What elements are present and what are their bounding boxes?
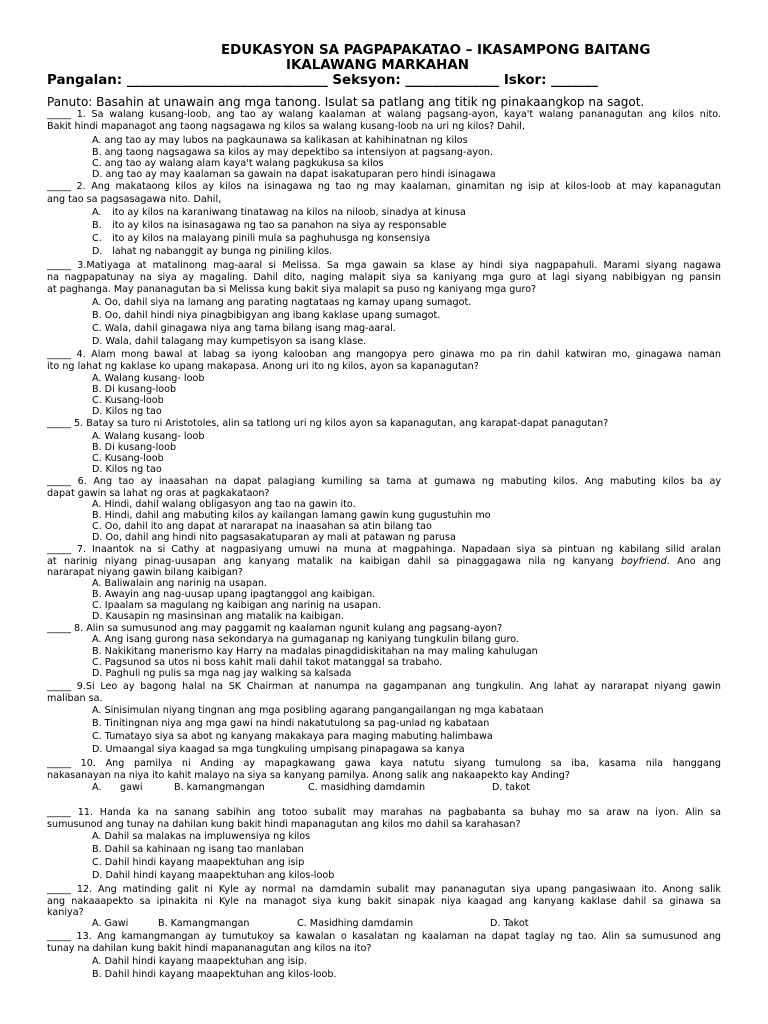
- question-1-stem-line: _____ 1. Sa walang kusang-loob, ang tao ay walang kaalaman at walang pagsang-ayon, kaya't walang pananagutan ang kilos nito.: [47, 109, 721, 120]
- question-9-choice-c: C. Tumatayo siya sa abot ng kanyang makakaya para maging mabuting halimbawa: [92, 731, 493, 742]
- question-12-stem-line: kaniya?: [47, 907, 84, 918]
- question-12-stem-line: ang nakaaapekto sa ipinakita ni Kyle na managot siya kung bakit sinapak niya kaagad ang kanyang kaklase dahil sa ginawa sa: [47, 896, 721, 907]
- question-4-choice-b: B. Di kusang-loob: [92, 384, 177, 395]
- exam-title: EDUKASYON SA PAGPAPAKATAO – IKASAMPONG BAITANG: [221, 43, 651, 58]
- question-4-choice-d: D. Kilos ng tao: [92, 406, 162, 417]
- question-10-stem-line: _____ 10. Ang pamilya ni Anding ay mapagkawang gawa kaya natutu siyang tumulong sa iba, kasama nila hanggang: [47, 758, 721, 769]
- question-12-choice-b: B. Kamangmangan: [158, 918, 250, 929]
- stem-italic-word: boyfriend: [620, 556, 667, 567]
- question-2-choice-c: [92, 233, 430, 245]
- question-3-choice-d: D. Wala, dahil talagang may kumpetisyon sa isang klase.: [92, 336, 367, 347]
- student-info-line: Pangalan: ______________________________ Seksyon: ______________ Iskor: _______: [47, 73, 599, 88]
- choice-mark: D.: [92, 246, 103, 257]
- question-5-stem-line: _____ 5. Batay sa turo ni Aristotoles, alin sa tatlong uri ng kilos ayon sa kapanagutan, ang karapat-dapat panagutan?: [47, 418, 609, 429]
- choice-text: lahat ng nabanggit ay bunga ng piniling kilos.: [112, 246, 333, 257]
- question-10-stem-line: nakasanayan na niya ito kahit malayo na siya sa kanyang pamilya. Anong salik ang nakaapekto kay Anding?: [47, 770, 570, 781]
- question-12-choice-c: C. Masidhing damdamin: [297, 918, 414, 929]
- question-4-choice-a: A. Walang kusang- loob: [92, 373, 205, 384]
- question-1-choice-c: C. ang tao ay walang alam kaya't walang pagkukusa sa kilos: [92, 158, 384, 169]
- choice-text: ito ay kilos na malayang pinili mula sa paghuhusga ng konsensiya: [112, 233, 431, 244]
- question-11-choice-b: B. Dahil sa kahinaan ng isang tao manlaban: [92, 844, 304, 855]
- question-6-choice-b: B. Hindi, dahil ang mabuting kilos ay kailangan lamang gawin kung gugustuhin mo: [92, 510, 491, 521]
- question-11-choice-c: C. Dahil hindi kayang maapektuhan ang isip: [92, 857, 305, 868]
- question-7-choice-a: A. Baliwalain ang narinig na usapan.: [92, 578, 267, 589]
- question-8-choice-d: D. Paghuli ng pulis sa mga nag jay walking sa kalsada: [92, 668, 352, 679]
- choice-mark: B.: [92, 220, 102, 231]
- question-1-choice-d: D. ang tao ay may kaalaman sa gawain na dapat isakatuparan pero hindi isinagawa: [92, 169, 496, 180]
- question-2-choice-b: [92, 220, 447, 232]
- question-7-choice-c: C. Ipaalam sa magulang ng kaibigan ang narinig na usapan.: [92, 600, 382, 611]
- choice-mark: A.: [92, 207, 102, 218]
- question-8-stem-line: _____ 8. Alin sa sumusunod ang may paggamit ng kaalaman ngunit kulang ang pagsang-ayon?: [47, 623, 503, 634]
- question-12-choices: [0, 918, 768, 930]
- choice-text: ito ay kilos na karaniwang tinatawag na kilos na niloob, sinadya at kinusa: [112, 207, 466, 218]
- question-9-choice-b: B. Tinitingnan niya ang mga gawi na hindi nakatutulong sa pag-unlad ng kabataan: [92, 718, 490, 729]
- choice-text: ito ay kilos na isinasagawa ng tao sa panahon na siya ay responsable: [112, 220, 447, 231]
- question-10-choice-c: C. masidhing damdamin: [308, 782, 426, 793]
- question-11-stem-line: _____ 11. Handa ka na sanang sabihin ang totoo subalit may marahas na pagbabanta sa buhay mo sa araw na iyon. Alin sa: [47, 807, 721, 818]
- question-13-choice-b: B. Dahil hindi kayang maapektuhan ang kilos-loob.: [92, 969, 337, 980]
- question-11-choice-a: A. Dahil sa malakas na impluwensiya ng kilos: [92, 831, 311, 842]
- question-10-choices: [0, 782, 768, 794]
- question-4-stem-line: ito ng lahat ng kaklase ko upang makapasa. Anong uri ito ng kilos, ayon sa kapanagutan?: [47, 361, 479, 372]
- question-2-choice-a: [92, 207, 466, 219]
- question-1-stem-line: Bakit hindi mapanagot ang taong nagsagawa ng kilos sa walang kusang-loob na uri ng kilos? Dahil,: [47, 121, 525, 132]
- stem-text: . Ano ang: [666, 556, 721, 567]
- question-6-choice-d: D. Oo, dahil ang hindi nito pagsasakatuparan ay mali at patawan ng parusa: [92, 532, 456, 543]
- question-3-choice-b: B. Oo, dahil hindi niya pinagbibigyan ang ibang kaklase upang sumagot.: [92, 310, 441, 321]
- question-6-choice-a: A. Hindi, dahil walang obligasyon ang tao na gawin ito.: [92, 499, 356, 510]
- question-3-stem-line: at paghanga. May pananagutan ba si Melissa kung bakit siya malapit sa puso ng kaniyang mga guro?: [47, 284, 537, 295]
- question-3-choice-a: A. Oo, dahil siya na lamang ang parating nagtataas ng kamay upang sumagot.: [92, 297, 472, 308]
- question-12-stem-line: _____ 12. Ang matinding galit ni Kyle ay normal na damdamin subalit may pananagutan siya upang pangasiwaan ito. Anong salik: [47, 884, 721, 895]
- question-7-choice-b: B. Awayin ang nag-uusap upang ipagtanggol ang kaibigan.: [92, 589, 376, 600]
- question-13-choice-a: A. Dahil hindi kayang maapektuhan ang isip.: [92, 956, 308, 967]
- directions: Panuto: Basahin at unawain ang mga tanong. Isulat sa patlang ang titik ng pinakaangkop na sagot.: [47, 95, 645, 109]
- question-9-stem-line: _____ 9.Si Leo ay bagong halal na SK Chairman at nanumpa na gagampanan ang tungkulin. Ang lahat ay nararapat niyang gawin: [47, 681, 721, 692]
- question-2-stem-line: ang tao sa pagsasagawa nito. Dahil,: [47, 194, 222, 205]
- question-7-stem-line: _____ 7. Inaantok na si Cathy at nagpasiyang umuwi na muna at magpahinga. Napadaan siya sa pintuan ng kabilang silid aralan: [47, 544, 721, 555]
- question-13-stem-line: tunay na dahilan kung bakit hindi mapananagutan ang kilos na ito?: [47, 943, 372, 954]
- question-12-choice-a: A. Gawi: [92, 918, 129, 929]
- question-10-choice-a-mark: A.: [92, 782, 102, 793]
- question-1-choice-b: B. ang taong nagsagawa sa kilos ay may depektibo sa intensiyon at pagsang-ayon.: [92, 147, 494, 158]
- question-5-choice-d: D. Kilos ng tao: [92, 464, 162, 475]
- question-8-choice-b: B. Nakikitang manerismo kay Harry na madalas pinagdidiskitahan na may maling kahulugan: [92, 646, 538, 657]
- question-10-choice-b: B. kamangmangan: [174, 782, 265, 793]
- question-6-stem-line: dapat gawin sa lahat ng oras at pagkakataon?: [47, 488, 270, 499]
- question-7-choice-d: D. Kausapin ng masinsinan ang matalik na kaibigan.: [92, 611, 344, 622]
- question-3-stem-line: na nagpapatunay na siya ay magaling. Dahil dito, naging malapit siya sa kaniyang mga guro at lagi siyang nabibigyan ng pansin: [47, 272, 721, 283]
- question-7-stem-line: nararapat niyang gawin bilang kaibigan?: [47, 567, 243, 578]
- question-9-choice-a: A. Sinisimulan niyang tingnan ang mga posibling agarang pangangailangan ng mga kabataan: [92, 705, 544, 716]
- question-5-choice-c: C. Kusang-loob: [92, 453, 164, 464]
- choice-mark: C.: [92, 233, 102, 244]
- question-6-choice-c: C. Oo, dahil ito ang dapat at nararapat na inaasahan sa atin bilang tao: [92, 521, 432, 532]
- question-9-choice-d: D. Umaangal siya kaagad sa mga tungkuling umpisang pinapagawa sa kanya: [92, 744, 465, 755]
- question-4-stem-line: _____ 4. Alam mong bawal at labag sa iyong kalooban ang mangopya pero ginawa mo pa rin dahil katwiran mo, ginagawa naman: [47, 349, 721, 360]
- question-12-choice-d: D. Takot: [490, 918, 529, 929]
- question-10-choice-d: D. takot: [492, 782, 530, 793]
- question-2-choice-d: [92, 246, 332, 258]
- question-11-stem-line: sumusunod ang tunay na dahilan kung bakit hindi mapanagutan ang kilos mo dahil sa karahasan?: [47, 819, 521, 830]
- question-11-choice-d: D. Dahil hindi kayang maapektuhan ang kilos-loob: [92, 870, 335, 881]
- question-5-choice-a: A. Walang kusang- loob: [92, 431, 205, 442]
- question-13-stem-line: _____ 13. Ang kamangmangan ay tumutukoy sa kawalan o kasalatan ng kaalaman na dapat taglay ng tao. Alin sa sumusunod ang: [47, 931, 721, 942]
- question-4-choice-c: C. Kusang-loob: [92, 395, 164, 406]
- question-2-stem-line: _____ 2. Ang makataong kilos ay kilos na isinagawa ng tao ng may kaalaman, ginamitan ng isip at kilos-loob at may kapanagutan: [47, 181, 721, 192]
- question-9-stem-line: maliban sa.: [47, 693, 103, 704]
- question-3-choice-c: C. Wala, dahil ginagawa niya ang tama bilang isang mag-aaral.: [92, 323, 396, 334]
- question-7-stem-line: [47, 556, 721, 568]
- question-3-stem-line: _____ 3.Matiyaga at matalinong mag-aaral si Melissa. Sa mga gawain sa klase ay hindi siya nagpapahuli. Marami siyang nagawa: [47, 260, 721, 271]
- question-10-choice-a: gawi: [120, 782, 143, 793]
- exam-quarter: IKALAWANG MARKAHAN: [286, 58, 469, 73]
- question-6-stem-line: _____ 6. Ang tao ay inaasahan na dapat palagiang kumiling sa tama at gumawa ng mabuting kilos. Ang mabuting kilos ba ay: [47, 476, 721, 487]
- question-5-choice-b: B. Di kusang-loob: [92, 442, 177, 453]
- question-8-choice-c: C. Pagsunod sa utos ni boss kahit mali dahil takot matanggal sa trabaho.: [92, 657, 443, 668]
- stem-text: at narinig niyang pinag-uusapan ang kanyang matalik na kaibigan dahil sa pinaggagawa nila ng kanyang: [47, 556, 614, 567]
- question-8-choice-a: A. Ang isang gurong nasa sekondarya na gumaganap ng kaniyang tungkulin bilang guro.: [92, 634, 519, 645]
- question-1-choice-a: A. ang tao ay may lubos na pagkaunawa sa kalikasan at kahihinatnan ng kilos: [92, 135, 468, 146]
